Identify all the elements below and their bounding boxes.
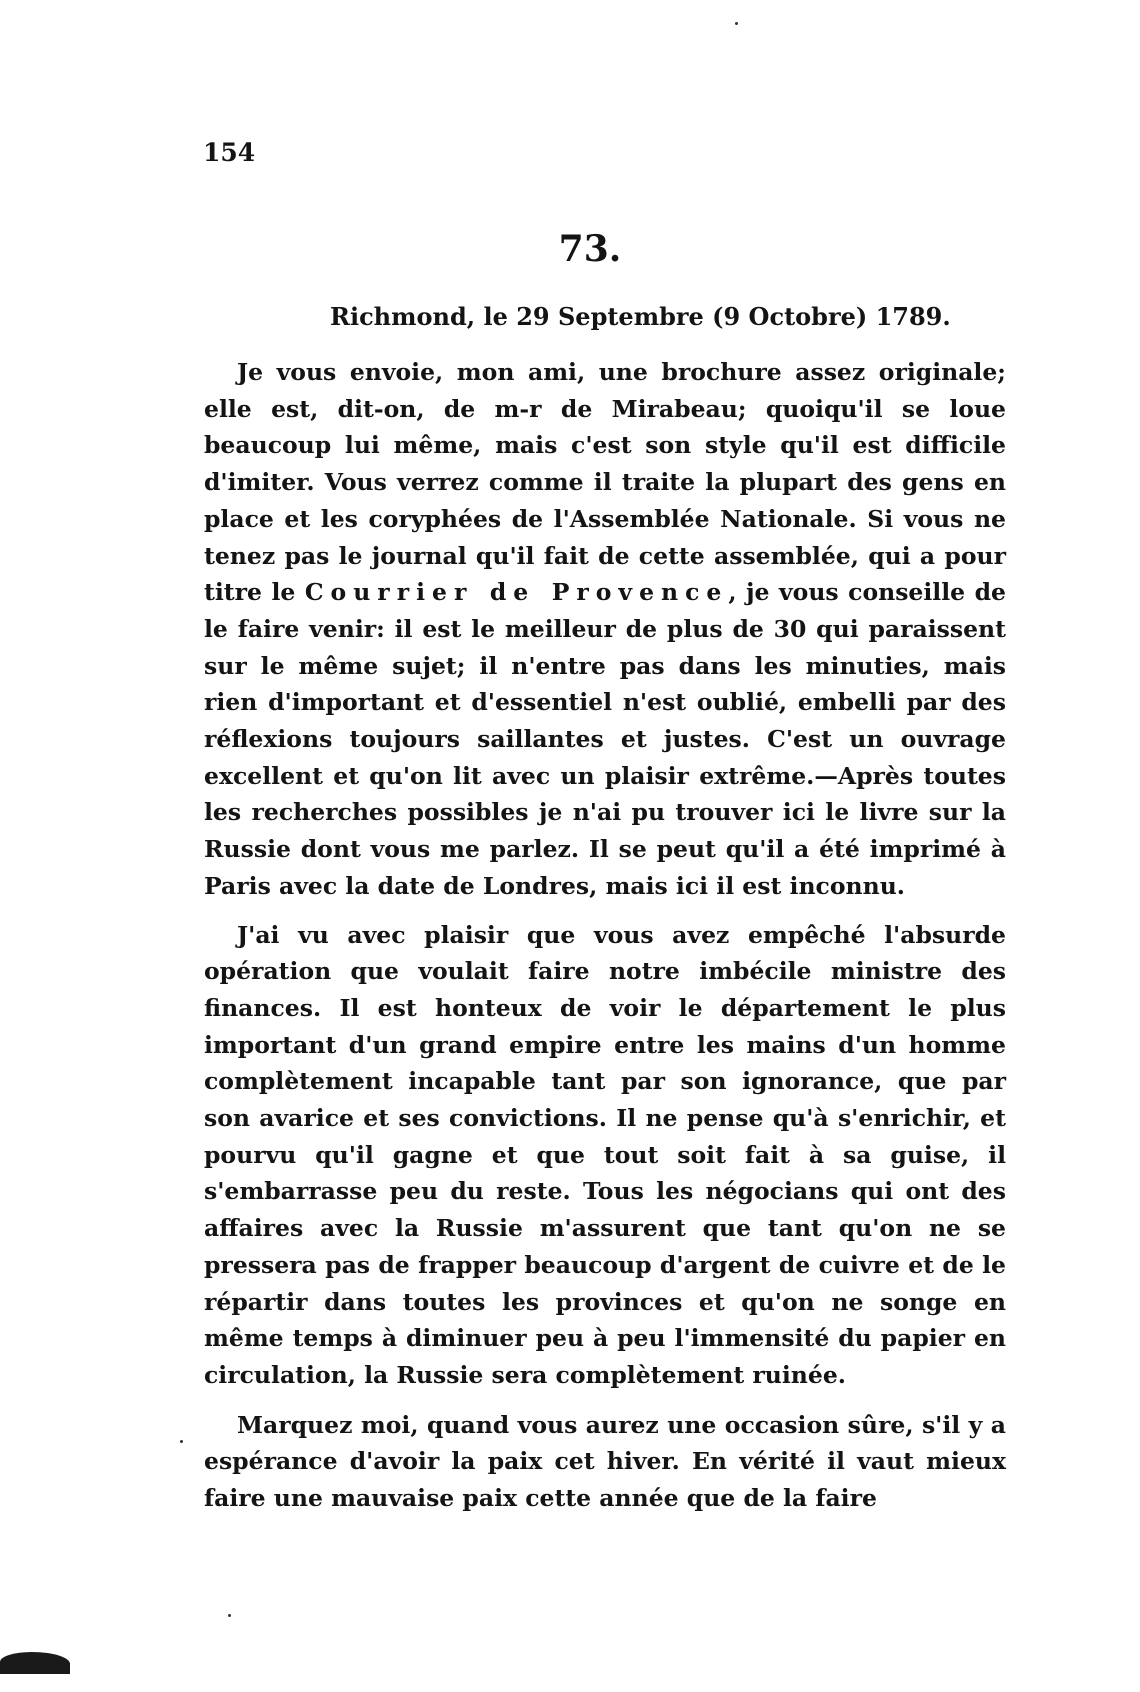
journal-title: Courrier de Provence	[304, 578, 729, 607]
letter-body	[204, 354, 1006, 1517]
paragraph-3: Marquez moi, quand vous aurez une occasion sûre, s'il y a espérance d'avoir la paix cet hiver. En vérité il vaut mieux faire une mauvaise paix cette année que de la faire	[204, 1410, 1006, 1513]
scan-dot	[228, 1614, 231, 1617]
scan-dot	[180, 1440, 183, 1443]
scan-smudge	[0, 1652, 70, 1674]
paragraph-2: J'ai vu avec plaisir que vous avez empêché l'absurde opération que voulait faire notre imbécile ministre des finances. Il est honteux de voir le département le plus important d'un grand empire entre les mains d'un homme complètement incapable tant par son ignorance, que par son avarice et ses convictions. Il ne pense qu'à s'enrichir, et pourvu qu'il gagne et que tout soit fait à sa guise, il s'embarrasse peu du reste. Tous les négocians qui ont des affaires avec la Russie m'assurent que tant qu'on ne se pressera pas de frapper beaucoup d'argent de cuivre et de le répartir dans toutes les provinces et qu'on ne songe en même temps à diminuer peu à peu l'immensité du papier en circulation, la Russie sera complètement ruinée.	[204, 920, 1006, 1389]
paragraph-1-text-b: , je vous conseille de le faire venir: il est le meilleur de plus de 30 qui paraissent sur le même sujet; il n'entre pas dans les minuties, mais rien d'important et d'essentiel n'est oublié, embelli par des réflexions toujours saillantes et justes. C'est un ouvrage excellent et qu'on lit avec un plaisir extrême.—Après toutes les recherches possibles je n'ai pu trouver ici le livre sur la Russie dont vous me parlez. Il se peut qu'il a été imprimé à Paris avec la date de Londres, mais ici il est inconnu.	[204, 578, 1006, 900]
paragraph-1-text-a: Je vous envoie, mon ami, une brochure assez originale; elle est, dit-on, de m-r de Mirabeau; quoiqu'il se loue beaucoup lui même, mais c'est son style qu'il est difficile d'imiter. Vous verrez comme il traite la plupart des gens en place et les coryphées de l'Assemblée Nationale. Si vous ne tenez pas le journal qu'il fait de cette assemblée, qui a pour titre le	[204, 358, 1006, 607]
scan-dot	[735, 22, 738, 25]
dateline: Richmond, le 29 Septembre (9 Octobre) 1789.	[330, 302, 951, 331]
page-number: 154	[203, 138, 256, 167]
paragraph-1	[204, 354, 1006, 905]
letter-number: 73.	[558, 228, 622, 270]
